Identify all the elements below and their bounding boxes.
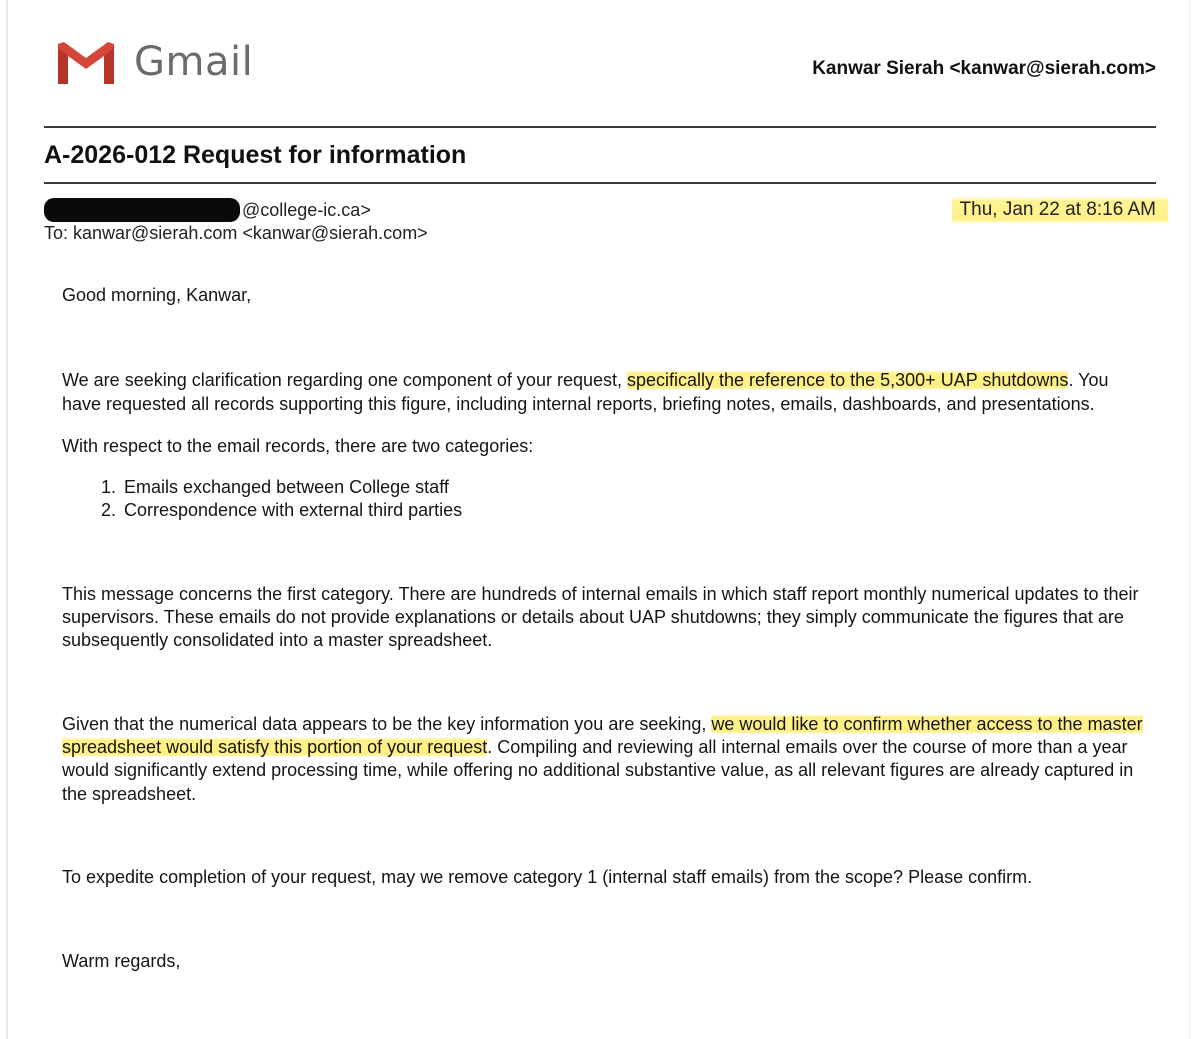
list-text: Emails exchanged between College staff [124,477,449,498]
paragraph-spreadsheet-end: . Compiling and reviewing all internal emails over the course of more than a year would significantly extend processing time, while offering no additional substantive value, as all relevant figures are already captured in the spreadsheet. [62,736,1134,804]
to-line: To: kanwar@sierah.com <kanwar@sierah.com> [44,223,428,243]
redacted-sender [44,198,240,222]
category-list [62,476,1152,523]
list-text: Correspondence with external third parties [124,500,463,521]
closing: Warm regards, [62,951,181,972]
highlight-spreadsheet-request: we would like to confirm whether access to the master spreadsheet would satisfy this portion of your request [62,713,1143,757]
paragraph-clarification-start: We are seeking clarification regarding one component of your request, [62,370,627,391]
paragraph-clarification [62,369,1152,416]
list-item [62,476,1152,499]
divider-subject [44,182,1156,184]
paragraph-clarification-end: . You have requested all records supporting this figure, including internal reports, briefing notes, emails, dashboards, and presentations. [62,370,1109,414]
paragraph-spreadsheet [62,713,1152,806]
from-line [44,198,371,222]
greeting: Good morning, Kanwar, [62,285,252,305]
gmail-m-icon [54,38,118,86]
list-item [62,499,1152,522]
email-date: Thu, Jan 22 at 8:16 AM [952,196,1168,224]
page-edge-right [1189,0,1190,1039]
page-edge-left [6,0,8,1039]
account-address: Kanwar Sierah <kanwar@sierah.com> [812,58,1156,79]
paragraph-categories-intro: With respect to the email records, there are two categories: [62,435,534,456]
email-subject: A-2026-012 Request for information [44,141,467,169]
paragraph-scope: To expedite completion of your request, may we remove category 1 (internal staff emails) from the scope? Please confirm. [62,866,1033,887]
gmail-wordmark: Gmail [134,39,254,85]
email-body [62,284,1152,973]
gmail-logo [54,38,253,86]
sender-domain: @college-ic.ca> [242,199,371,220]
paragraph-first-category: This message concerns the first category. There are hundreds of internal emails in which staff report monthly numerical updates to their supervisors. These emails do not provide explanations or details about UAP shutdowns; they simply communicate the figures that are subsequently consolidated into a master spreadsheet. [62,583,1139,651]
paragraph-spreadsheet-start: Given that the numerical data appears to be the key information you are seeking, [62,713,712,734]
list-number: 2. [100,500,116,521]
divider-top [44,126,1156,128]
highlight-uap-reference: specifically the reference to the 5,300+ UAP shutdowns [627,370,1069,391]
list-number: 1. [100,477,116,498]
